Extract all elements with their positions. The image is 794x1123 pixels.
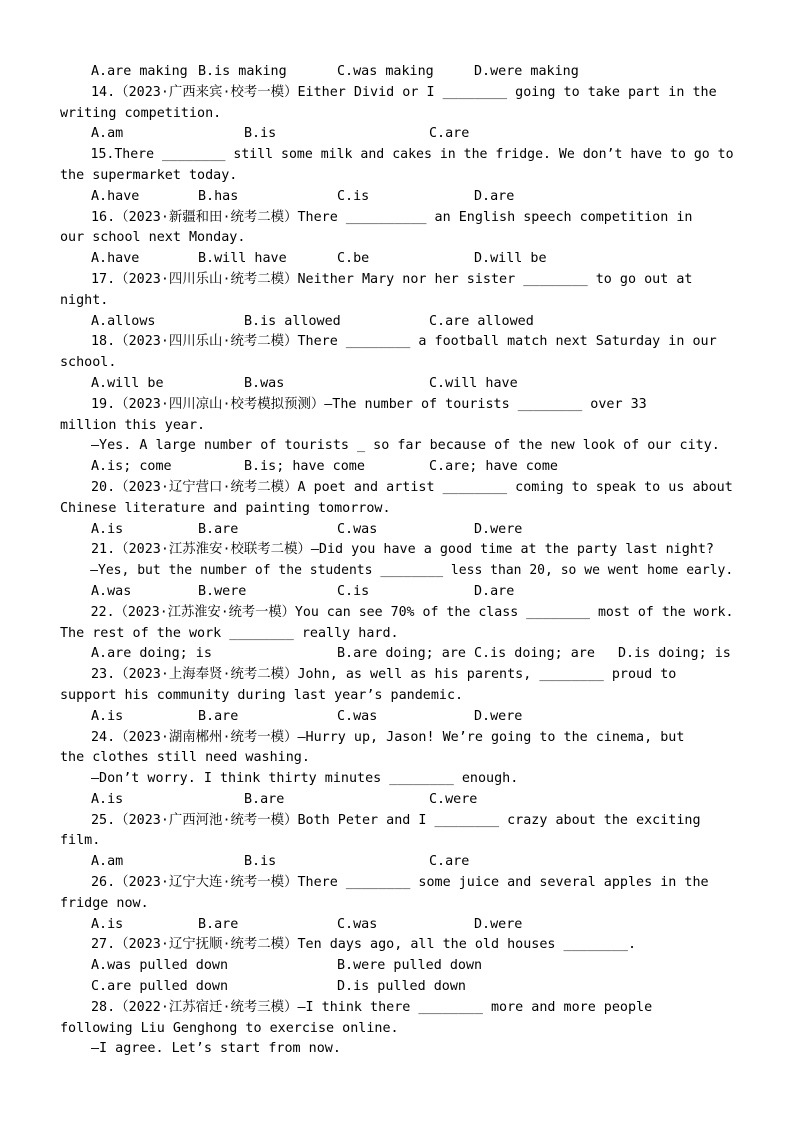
q26-stem-line1: 26.（2023·辽宁大连·统考一模）There ________ some juice and several apples in the — [91, 875, 709, 891]
q26-option-d: D.were — [474, 916, 523, 932]
q16-option-b: B.will have — [198, 251, 287, 267]
q24-option-a: A.is — [91, 791, 124, 807]
q20-option-d: D.were — [474, 521, 523, 537]
q15-option-b: B.has — [198, 188, 239, 204]
q19-option-a: A.is; come — [91, 459, 172, 475]
q14-options — [60, 124, 734, 145]
q26-options — [60, 915, 734, 936]
q13-option-d: D.were making — [474, 64, 579, 79]
q18-stem-line2: school. — [60, 355, 117, 371]
q22-option-d: D.is doing; is — [618, 646, 731, 662]
q26-stem-line2: fridge now. — [60, 895, 149, 911]
q24-stem-line3: —Don’t worry. I think thirty minutes ________ enough. — [91, 771, 519, 787]
q19-stem-line1: 19.（2023·四川凉山·校考模拟预测）—The number of tourists ________ over 33 — [91, 396, 647, 412]
q25-stem-line2: film. — [60, 833, 101, 849]
q21-stem-line1: 21.（2023·江苏淮安·校联考二模）—Did you have a good time at the party last night? — [91, 542, 714, 558]
q17-option-a: A.allows — [91, 313, 156, 329]
q21-option-d: D.are — [474, 583, 515, 599]
q15-option-c: C.is — [337, 188, 370, 204]
q17-option-c: C.are allowed — [429, 313, 534, 329]
q22-option-c: C.is doing; are — [474, 646, 595, 662]
q17-stem-line2: night. — [60, 292, 109, 308]
q20-option-a: A.is — [91, 521, 124, 537]
q25-option-a: A.am — [91, 854, 124, 870]
q23-options — [60, 707, 734, 728]
q27-option-c: C.are pulled down — [91, 979, 229, 995]
q15-stem-line2: the supermarket today. — [60, 167, 238, 183]
q28-stem-line1: 28.（2022·江苏宿迁·统考三模）—I think there ________ more and more people — [91, 999, 653, 1015]
q13-option-b: B.is making — [198, 64, 287, 79]
q18-option-b: B.was — [244, 375, 285, 391]
q20-stem-line2: Chinese literature and painting tomorrow. — [60, 500, 391, 516]
q13-option-a: A.are making — [91, 64, 188, 79]
exam-document — [60, 62, 734, 1060]
q18-stem-line1: 18.（2023·四川乐山·统考二模）There ________ a football match next Saturday in our — [91, 334, 717, 350]
q14-stem-line2: writing competition. — [60, 105, 222, 121]
q16-option-c: C.be — [337, 251, 370, 267]
q21-option-a: A.was — [91, 583, 132, 599]
q19-option-c: C.are; have come — [429, 459, 558, 475]
q22-stem-line2: The rest of the work ________ really hard. — [60, 625, 399, 641]
q25-stem-line1: 25.（2023·广西河池·统考一模）Both Peter and I ________ crazy about the exciting — [91, 812, 701, 828]
q16-stem-line2: our school next Monday. — [60, 230, 246, 246]
q16-option-a: A.have — [91, 251, 140, 267]
q24-stem-line1: 24.（2023·湖南郴州·统考一模）—Hurry up, Jason! We’re going to the cinema, but — [91, 729, 685, 745]
q23-option-c: C.was — [337, 708, 378, 724]
q19-stem-line2: million this year. — [60, 417, 206, 433]
q16-option-d: D.will be — [474, 251, 547, 267]
q23-option-a: A.is — [91, 708, 124, 724]
q27-option-d: D.is pulled down — [337, 979, 466, 995]
q20-option-b: B.are — [198, 521, 239, 537]
q13-options — [60, 62, 734, 83]
q18-options — [60, 374, 734, 395]
q19-option-b: B.is; have come — [244, 459, 365, 475]
q16-stem-line1: 16.（2023·新疆和田·统考二模）There __________ an English speech competition in — [91, 209, 693, 225]
q24-option-c: C.were — [429, 791, 478, 807]
q22-option-a: A.are doing; is — [91, 646, 212, 662]
q23-option-d: D.were — [474, 708, 523, 724]
q15-option-a: A.have — [91, 188, 140, 204]
q27-options-row2 — [60, 977, 734, 998]
q17-options — [60, 312, 734, 333]
q14-option-c: C.are — [429, 126, 470, 142]
q28-stem-line2: following Liu Genghong to exercise online. — [60, 1020, 399, 1036]
q24-options — [60, 790, 734, 811]
q27-option-b: B.were pulled down — [337, 958, 483, 974]
q14-option-b: B.is — [244, 126, 277, 142]
q22-option-b: B.are doing; are — [337, 646, 466, 662]
q14-option-a: A.am — [91, 126, 124, 142]
q20-options — [60, 520, 734, 541]
q20-option-c: C.was — [337, 521, 378, 537]
q26-option-a: A.is — [91, 916, 124, 932]
q23-stem-line1: 23.（2023·上海奉贤·统考二模）John, as well as his parents, ________ proud to — [91, 667, 677, 683]
q20-stem-line1: 20.（2023·辽宁营口·统考二模）A poet and artist ________ coming to speak to us about — [91, 479, 733, 495]
q23-option-b: B.are — [198, 708, 239, 724]
q21-stem-line2: —Yes, but the number of the students ________ less than 20, so we went home early. — [90, 563, 734, 579]
q21-options — [60, 582, 734, 603]
q17-stem-line1: 17.（2023·四川乐山·统考二模）Neither Mary nor her sister ________ to go out at — [91, 271, 693, 287]
q21-option-c: C.is — [337, 583, 370, 599]
q14-stem-line1: 14.（2023·广西来宾·校考一模）Either Divid or I ________ going to take part in the — [91, 84, 717, 100]
q24-option-b: B.are — [244, 791, 285, 807]
q25-option-c: C.are — [429, 854, 470, 870]
q26-option-b: B.are — [198, 916, 239, 932]
q27-options-row1 — [60, 956, 734, 977]
q28-stem-line3: —I agree. Let’s start from now. — [91, 1041, 341, 1057]
q18-option-a: A.will be — [91, 375, 164, 391]
q19-options — [60, 457, 734, 478]
q22-options — [60, 644, 734, 665]
q25-options — [60, 852, 734, 873]
q17-option-b: B.is allowed — [244, 313, 341, 329]
q13-option-c: C.was making — [337, 64, 434, 79]
q15-options — [60, 187, 734, 208]
q19-stem-line3: —Yes. A large number of tourists _ so far because of the new look of our city. — [91, 438, 720, 454]
q27-stem-line1: 27.（2023·辽宁抚顺·统考二模）Ten days ago, all the old houses ________. — [91, 937, 637, 953]
q22-stem-line1: 22.（2023·江苏淮安·统考一模）You can see 70% of the class ________ most of the work. — [90, 604, 734, 620]
q15-stem-line1: 15.There ________ still some milk and cakes in the fridge. We don’t have to go to — [90, 147, 734, 163]
q16-options — [60, 249, 734, 270]
q21-option-b: B.were — [198, 583, 247, 599]
q26-option-c: C.was — [337, 916, 378, 932]
q18-option-c: C.will have — [429, 375, 518, 391]
q15-option-d: D.are — [474, 188, 515, 204]
q23-stem-line2: support his community during last year’s pandemic. — [60, 687, 464, 703]
q25-option-b: B.is — [244, 854, 277, 870]
q24-stem-line2: the clothes still need washing. — [60, 750, 310, 766]
q27-option-a: A.was pulled down — [91, 958, 229, 974]
